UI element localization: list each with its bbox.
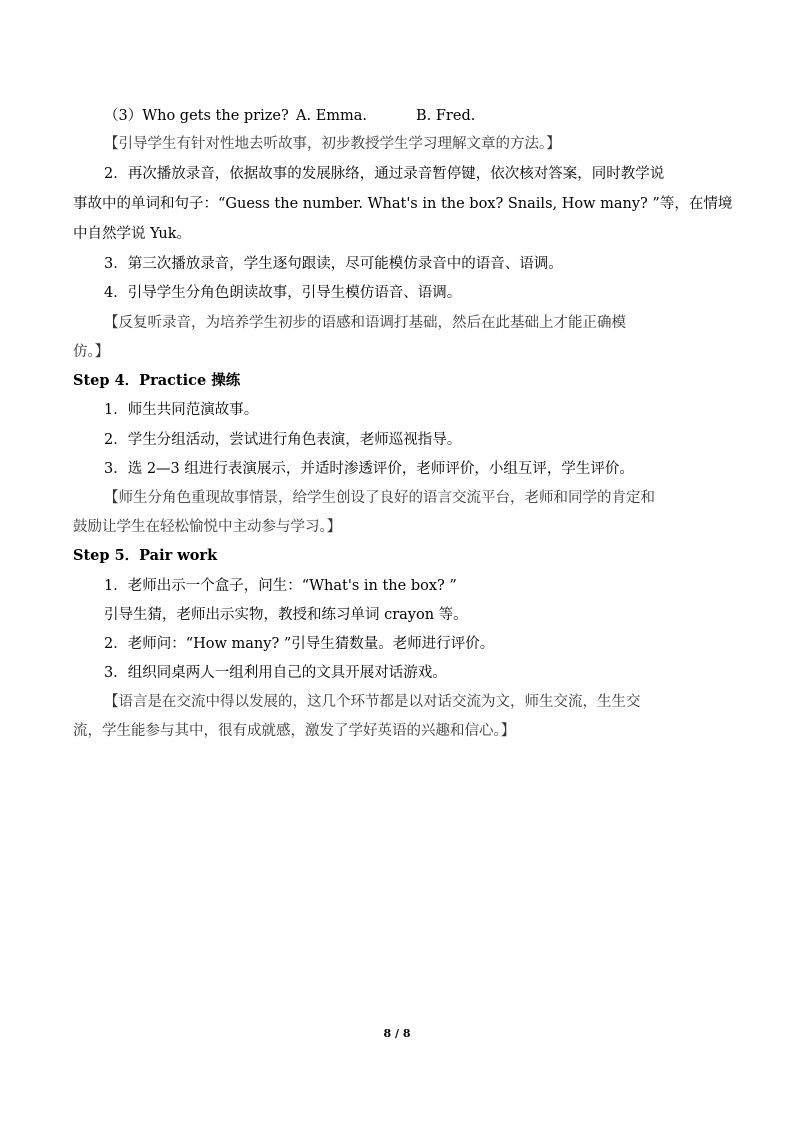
step-4-heading: Step 4．Practice 操练 [73, 372, 241, 389]
note-3: 【师生分角色重现故事情景，给学生创设了良好的语言交流平台，老师和同学的肯定和 [104, 490, 655, 506]
step5-item-2: 2．老师问：“How many? ”引导生猜数量。老师进行评价。 [104, 636, 495, 652]
note-1: 【引导学生有针对性地去听故事，初步教授学生学习理解文章的方法。】 [104, 136, 561, 152]
option-b: B. Fred. [416, 108, 476, 124]
note-3-cont: 鼓励让学生在轻松愉悦中主动参与学习。】 [73, 519, 342, 535]
paragraph-line-5: 3．第三次播放录音，学生逐句跟读，尽可能模仿录音中的语音、语调。 [104, 256, 563, 272]
page-number: 8 / 8 [383, 1027, 411, 1040]
note-2: 【反复听录音，为培养学生初步的语感和语调打基础，然后在此基础上才能正确模 [104, 315, 626, 331]
question-3 [104, 106, 476, 126]
step4-item-2: 2．学生分组活动，尝试进行角色表演，老师巡视指导。 [104, 432, 462, 448]
note-2-cont: 仿。】 [73, 344, 110, 360]
step4-item-1: 1．师生共同范演故事。 [104, 402, 259, 418]
paragraph-line-3: 事故中的单词和句子：“Guess the number. What's in the box? Snails, How many? ”等，在情境 [73, 196, 733, 212]
step5-item-1: 1．老师出示一个盒子，问生：“What's in the box? ” [104, 578, 457, 594]
paragraph-line-6: 4．引导学生分角色朗读故事，引导生模仿语音、语调。 [104, 285, 462, 301]
step5-item-1-cont: 引导生猜，老师出示实物，教授和练习单词 crayon 等。 [104, 607, 468, 623]
question-3-text: （3）Who gets the prize? [104, 108, 289, 124]
step-5-heading: Step 5．Pair work [73, 547, 218, 564]
paragraph-line-2: 2．再次播放录音，依据故事的发展脉络，通过录音暂停键，依次核对答案，同时教学说 [104, 166, 665, 182]
step5-item-3: 3．组织同桌两人一组利用自己的文具开展对话游戏。 [104, 665, 447, 681]
step4-item-3: 3．选 2—3 组进行表演展示，并适时渗透评价，老师评价，小组互评，学生评价。 [104, 461, 634, 477]
note-4: 【语言是在交流中得以发展的，这几个环节都是以对话交流为文，师生交流，生生交 [104, 694, 641, 710]
note-4-cont: 流，学生能参与其中，很有成就感，激发了学好英语的兴趣和信心。】 [73, 723, 516, 739]
option-a: A. Emma. [296, 108, 368, 124]
paragraph-line-4: 中自然学说 Yuk。 [73, 226, 192, 242]
